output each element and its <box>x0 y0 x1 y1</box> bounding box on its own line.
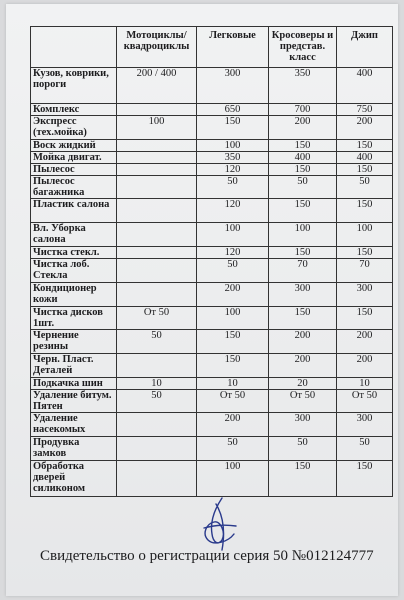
price-cell: 50 <box>337 176 393 199</box>
table-row <box>31 116 393 140</box>
price-cell <box>117 176 197 199</box>
price-cell <box>117 223 197 247</box>
price-cell: 350 <box>269 68 337 104</box>
table-row <box>31 354 393 378</box>
price-cell: 200 <box>269 330 337 354</box>
table-row <box>31 307 393 330</box>
price-cell: 150 <box>197 116 269 140</box>
price-cell: 400 <box>269 152 337 164</box>
price-cell: 70 <box>269 259 337 283</box>
service-name-cell: Пластик салона <box>31 199 117 223</box>
price-cell <box>117 199 197 223</box>
price-cell: 150 <box>337 461 393 497</box>
table-row <box>31 390 393 413</box>
price-cell: 100 <box>269 223 337 247</box>
price-cell: 150 <box>337 164 393 176</box>
price-cell <box>117 104 197 116</box>
price-cell <box>117 259 197 283</box>
header-cell: Легковые <box>197 27 269 68</box>
table-row <box>31 461 393 497</box>
price-cell: 650 <box>197 104 269 116</box>
table-row <box>31 199 393 223</box>
service-name-cell: Экспресс (тех.мойка) <box>31 116 117 140</box>
table-header-row <box>31 27 393 68</box>
price-cell: 200 <box>337 116 393 140</box>
service-name-cell: Чистка дисков 1шт. <box>31 307 117 330</box>
price-cell: 150 <box>269 199 337 223</box>
price-cell <box>117 140 197 152</box>
table-row <box>31 164 393 176</box>
price-cell: 300 <box>197 68 269 104</box>
table-row <box>31 152 393 164</box>
price-cell: 150 <box>269 247 337 259</box>
price-cell: 150 <box>337 140 393 152</box>
price-cell: 150 <box>197 354 269 378</box>
table-row <box>31 247 393 259</box>
table-row <box>31 68 393 104</box>
price-cell <box>117 437 197 461</box>
price-cell: 200 <box>197 413 269 437</box>
price-cell: 150 <box>269 461 337 497</box>
price-cell: 50 <box>197 176 269 199</box>
price-cell: 200 <box>337 354 393 378</box>
price-cell: 200 <box>337 330 393 354</box>
registration-text: Свидетельство о регистрации серия 50 №012124777 <box>40 548 374 564</box>
price-cell: 150 <box>269 140 337 152</box>
service-name-cell: Продувка замков <box>31 437 117 461</box>
price-cell: 120 <box>197 247 269 259</box>
table-row <box>31 104 393 116</box>
price-cell: 200 <box>269 116 337 140</box>
price-cell: 300 <box>337 283 393 307</box>
price-table <box>30 26 393 497</box>
service-name-cell: Удаление битум. Пятен <box>31 390 117 413</box>
price-cell: 400 <box>337 68 393 104</box>
service-name-cell: Воск жидкий <box>31 140 117 152</box>
price-cell: От 50 <box>197 390 269 413</box>
service-name-cell: Подкачка шин <box>31 378 117 390</box>
table-row <box>31 413 393 437</box>
table-row <box>31 378 393 390</box>
price-cell: 50 <box>197 437 269 461</box>
price-cell: 200 <box>269 354 337 378</box>
service-name-cell: Кондиционер кожи <box>31 283 117 307</box>
price-cell: 10 <box>197 378 269 390</box>
price-cell: 300 <box>337 413 393 437</box>
price-cell: От 50 <box>269 390 337 413</box>
service-name-cell: Вл. Уборка салона <box>31 223 117 247</box>
price-cell <box>117 354 197 378</box>
price-cell: 150 <box>337 307 393 330</box>
service-name-cell: Обработка дверей силиконом <box>31 461 117 497</box>
table-row <box>31 176 393 199</box>
price-cell <box>117 247 197 259</box>
price-cell <box>117 164 197 176</box>
service-name-cell: Кузов, коврики, пороги <box>31 68 117 104</box>
service-name-cell: Чистка лоб. Стекла <box>31 259 117 283</box>
price-cell: 400 <box>337 152 393 164</box>
price-cell <box>117 461 197 497</box>
price-cell: 50 <box>269 437 337 461</box>
price-cell <box>117 283 197 307</box>
price-cell: 150 <box>337 247 393 259</box>
price-cell: 120 <box>197 164 269 176</box>
service-name-cell: Чернение резины <box>31 330 117 354</box>
price-cell: От 50 <box>337 390 393 413</box>
price-cell: 120 <box>197 199 269 223</box>
price-cell: 750 <box>337 104 393 116</box>
price-cell: 350 <box>197 152 269 164</box>
price-cell <box>117 152 197 164</box>
service-name-cell: Удаление насекомых <box>31 413 117 437</box>
price-cell: 100 <box>337 223 393 247</box>
price-cell: 150 <box>269 164 337 176</box>
price-table-body <box>31 68 393 497</box>
price-cell: 70 <box>337 259 393 283</box>
table-row <box>31 283 393 307</box>
price-cell: От 50 <box>117 307 197 330</box>
table-row <box>31 437 393 461</box>
price-cell: 20 <box>269 378 337 390</box>
price-cell: 200 <box>197 283 269 307</box>
table-row <box>31 223 393 247</box>
header-cell: Джип <box>337 27 393 68</box>
service-name-cell: Мойка двигат. <box>31 152 117 164</box>
header-cell: Кросоверы и представ. класс <box>269 27 337 68</box>
price-cell: 300 <box>269 283 337 307</box>
price-cell <box>117 413 197 437</box>
table-row <box>31 330 393 354</box>
price-cell: 50 <box>117 330 197 354</box>
price-cell: 100 <box>197 223 269 247</box>
service-name-cell: Чистка стекл. <box>31 247 117 259</box>
price-cell: 50 <box>197 259 269 283</box>
price-cell: 50 <box>117 390 197 413</box>
price-cell: 150 <box>337 199 393 223</box>
signature <box>192 494 242 554</box>
price-cell: 100 <box>197 461 269 497</box>
price-cell: 150 <box>197 330 269 354</box>
price-cell: 100 <box>197 307 269 330</box>
price-cell: 300 <box>269 413 337 437</box>
header-cell <box>31 27 117 68</box>
table-row <box>31 259 393 283</box>
price-cell: 150 <box>269 307 337 330</box>
price-cell: 200 / 400 <box>117 68 197 104</box>
price-cell: 50 <box>269 176 337 199</box>
service-name-cell: Пылесос багажника <box>31 176 117 199</box>
price-cell: 100 <box>117 116 197 140</box>
price-sheet <box>6 4 398 596</box>
price-cell: 10 <box>337 378 393 390</box>
service-name-cell: Комплекс <box>31 104 117 116</box>
header-cell: Мотоциклы/ квадроциклы <box>117 27 197 68</box>
price-cell: 10 <box>117 378 197 390</box>
price-cell: 700 <box>269 104 337 116</box>
price-cell: 50 <box>337 437 393 461</box>
service-name-cell: Черн. Пласт. Деталей <box>31 354 117 378</box>
price-cell: 100 <box>197 140 269 152</box>
service-name-cell: Пылесос <box>31 164 117 176</box>
table-row <box>31 140 393 152</box>
